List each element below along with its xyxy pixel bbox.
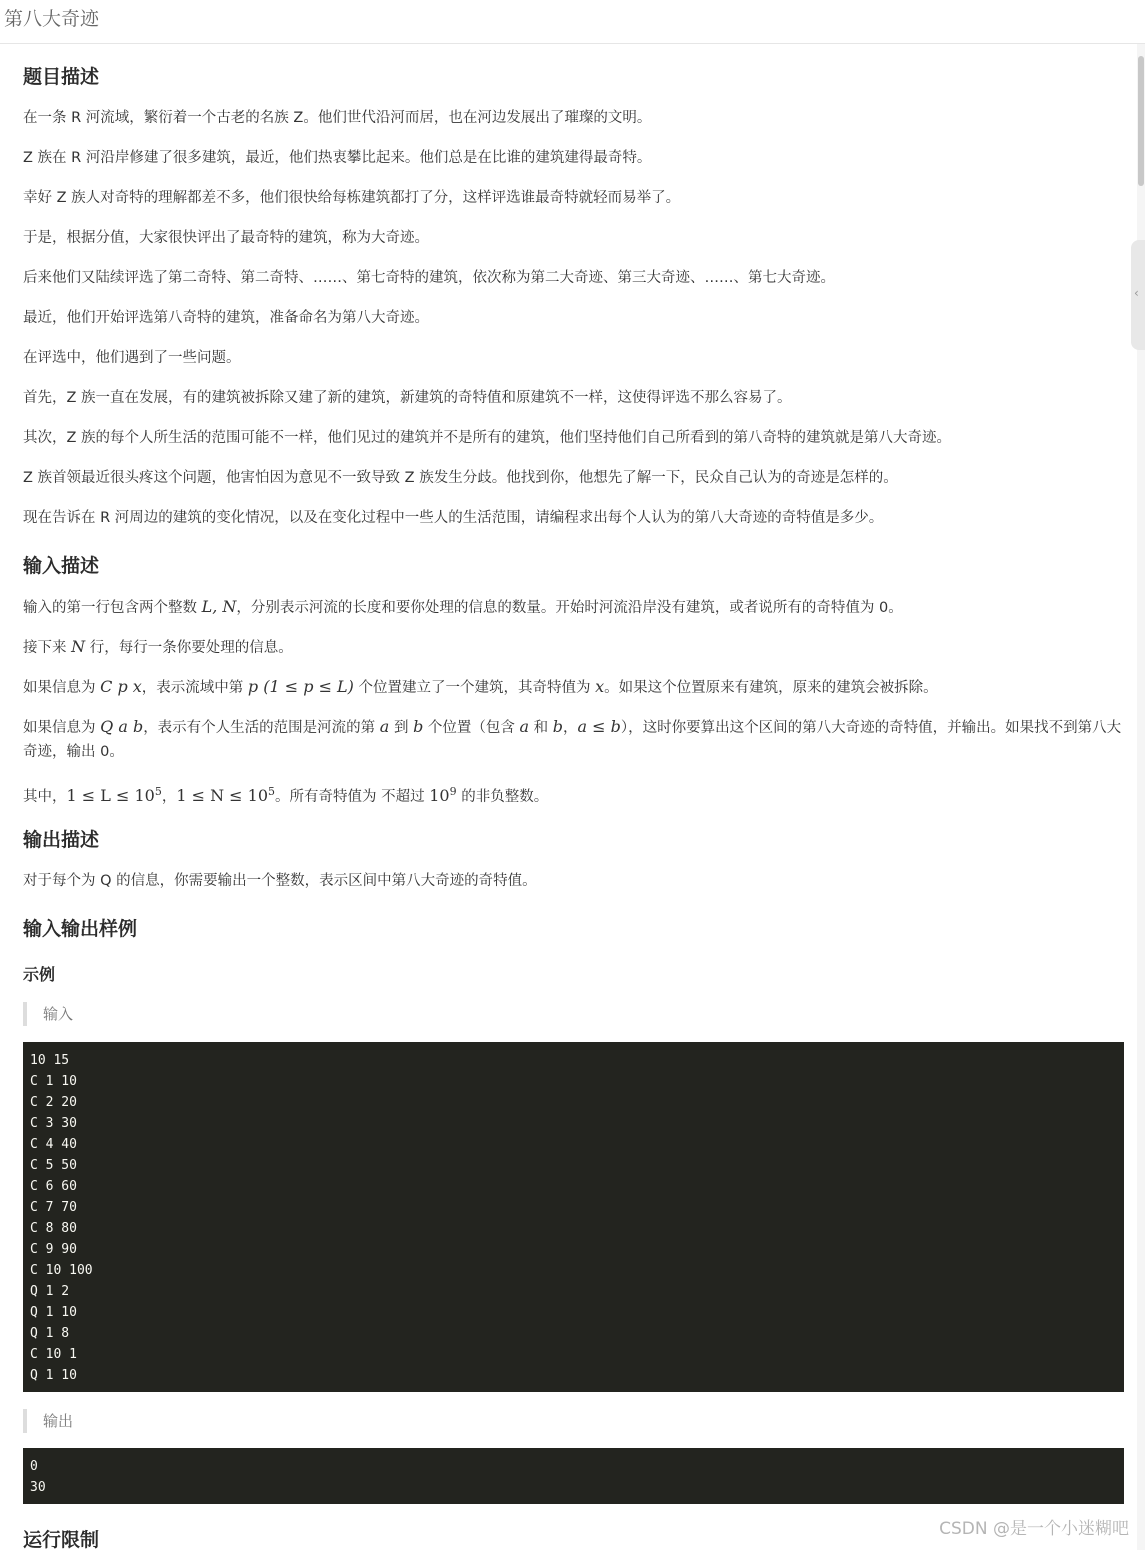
- side-collapse-tab[interactable]: [1131, 240, 1145, 350]
- input-paragraph: [23, 595, 1123, 620]
- math-inline: p (1 ≤ p ≤ L): [247, 677, 354, 696]
- input-heading: 输入描述: [23, 555, 100, 577]
- description-paragraph: 后来他们又陆续评选了第二奇特、第二奇特、……、第七奇特的建筑，依次称为第二大奇迹、第三大奇迹、……、第七大奇迹。: [23, 270, 835, 286]
- code-line: C 9 90: [30, 1242, 77, 1257]
- code-line: C 5 50: [30, 1158, 77, 1173]
- text: ），这时你要算出这个区间的第八大奇迹的奇特值，并输出。如果找不到第八大奇迹，输出 0。: [23, 720, 1122, 760]
- text: ，分别表示河流的长度和要你处理的信息的数量。开始时河流沿岸没有建筑，或者说所有的奇特值为 0。: [236, 600, 903, 616]
- description-paragraph: 幸好 Z 族人对奇特的理解都差不多，他们很快给每栋建筑都打了分，这样评选谁最奇特就轻而易举了。: [23, 190, 681, 206]
- math-inline: a ≤ b: [577, 717, 621, 736]
- math-inline: L, N: [201, 597, 237, 616]
- watermark: CSDN @是一个小迷糊吧: [939, 1519, 1129, 1539]
- text: 如果信息为: [23, 720, 101, 736]
- code-line: Q 1 10: [30, 1368, 77, 1383]
- description-paragraph: 最近，他们开始评选第八奇特的建筑，准备命名为第八大奇迹。: [23, 310, 429, 326]
- math-inline: b: [552, 717, 564, 736]
- math-inline: 1 ≤ N ≤ 10: [176, 785, 269, 805]
- description-paragraph: 于是，根据分值，大家很快评出了最奇特的建筑，称为大奇迹。: [23, 230, 429, 246]
- math-inline: a: [379, 717, 390, 736]
- description-paragraph: Z 族首领最近很头疼这个问题，他害怕因为意见不一致导致 Z 族发生分歧。他找到你，他想先了解一下，民众自己认为的奇迹是怎样的。: [23, 470, 898, 486]
- text: ，: [563, 720, 578, 736]
- text: 和: [529, 720, 553, 736]
- scrollbar-thumb[interactable]: [1138, 56, 1144, 186]
- output-label: 输出: [23, 1409, 323, 1433]
- description-paragraph: 其次，Z 族的每个人所生活的范围可能不一样，他们见过的建筑并不是所有的建筑，他们坚持他们自己所看到的第八奇特的建筑就是第八大奇迹。: [23, 430, 952, 446]
- input-paragraph: [23, 715, 1123, 764]
- text: 的非负整数。: [456, 788, 549, 805]
- text: ，表示有个人生活的范围是河流的第: [143, 720, 380, 736]
- sample-input-code-block[interactable]: [23, 1042, 1124, 1392]
- text: 。如果这个位置原来有建筑，原来的建筑会被拆除。: [604, 680, 938, 696]
- code-line: C 10 100: [30, 1263, 93, 1278]
- text: 如果信息为: [23, 680, 101, 696]
- limit-heading: 运行限制: [23, 1529, 100, 1550]
- math-inline: N: [71, 637, 86, 656]
- code-line: Q 1 10: [30, 1305, 77, 1320]
- description-heading: 题目描述: [23, 66, 100, 88]
- output-paragraph: 对于每个为 Q 的信息，你需要输出一个整数，表示区间中第八大奇迹的奇特值。: [23, 873, 537, 889]
- text: 。所有奇特值为 不超过: [275, 788, 430, 805]
- code-line: C 7 70: [30, 1200, 77, 1215]
- input-paragraph: [23, 780, 1123, 809]
- code-line: C 1 10: [30, 1074, 77, 1089]
- sample-output-code-block[interactable]: [23, 1448, 1124, 1504]
- description-paragraph: 在一条 R 河流域，繁衍着一个古老的名族 Z。他们世代沿河而居，也在河边发展出了璀璨的文明。: [23, 110, 652, 126]
- code-line: 0: [30, 1459, 38, 1474]
- math-inline: b: [413, 717, 424, 736]
- sample-heading: 输入输出样例: [23, 918, 138, 940]
- description-paragraph: Z 族在 R 河沿岸修建了很多建筑，最近，他们热衷攀比起来。他们总是在比谁的建筑建得最奇特。: [23, 150, 652, 166]
- description-paragraph: 在评选中，他们遇到了一些问题。: [23, 350, 241, 366]
- page-header: [0, 0, 1145, 44]
- math-inline: 10: [429, 785, 450, 805]
- math-superscript: 5: [154, 785, 162, 798]
- text: 个位置建立了一个建筑，其奇特值为: [353, 680, 596, 696]
- description-paragraph: 首先，Z 族一直在发展，有的建筑被拆除又建了新的建筑，新建筑的奇特值和原建筑不一样，这使得评选不那么容易了。: [23, 390, 792, 406]
- code-line: C 8 80: [30, 1221, 77, 1236]
- code-line: 10 15: [30, 1053, 70, 1068]
- code-line: C 3 30: [30, 1116, 77, 1131]
- math-inline: x: [595, 677, 605, 696]
- input-label: 输入: [23, 1002, 323, 1026]
- math-superscript: 5: [268, 785, 276, 798]
- math-inline: 1 ≤ L ≤ 10: [66, 785, 155, 805]
- output-heading: 输出描述: [23, 829, 100, 851]
- input-paragraph: [23, 635, 1123, 660]
- description-paragraph: 现在告诉在 R 河周边的建筑的变化情况，以及在变化过程中一些人的生活范围，请编程求出每个人认为的第八大奇迹的奇特值是多少。: [23, 510, 884, 526]
- math-inline: C p x: [100, 677, 142, 696]
- text: 其中，: [23, 788, 67, 805]
- code-line: Q 1 8: [30, 1326, 70, 1341]
- text: 个位置（包含: [423, 720, 520, 736]
- code-line: 30: [30, 1480, 46, 1495]
- text: ，: [161, 788, 177, 805]
- math-inline: a: [519, 717, 530, 736]
- math-superscript: 9: [449, 785, 457, 798]
- text: 行，每行一条你要处理的信息。: [85, 640, 293, 656]
- text: ，表示流域中第: [141, 680, 248, 696]
- text: 输入的第一行包含两个整数: [23, 600, 202, 616]
- text: 到: [389, 720, 414, 736]
- math-inline: Q a b: [100, 717, 144, 736]
- page-title: 第八大奇迹: [4, 8, 100, 30]
- code-line: C 4 40: [30, 1137, 77, 1152]
- chevron-left-icon: ‹: [1134, 286, 1139, 300]
- code-line: C 6 60: [30, 1179, 77, 1194]
- code-line: C 2 20: [30, 1095, 77, 1110]
- input-paragraph: [23, 675, 1123, 700]
- example-heading: 示例: [23, 965, 56, 984]
- code-line: C 10 1: [30, 1347, 77, 1362]
- code-line: Q 1 2: [30, 1284, 70, 1299]
- text: 接下来: [23, 640, 72, 656]
